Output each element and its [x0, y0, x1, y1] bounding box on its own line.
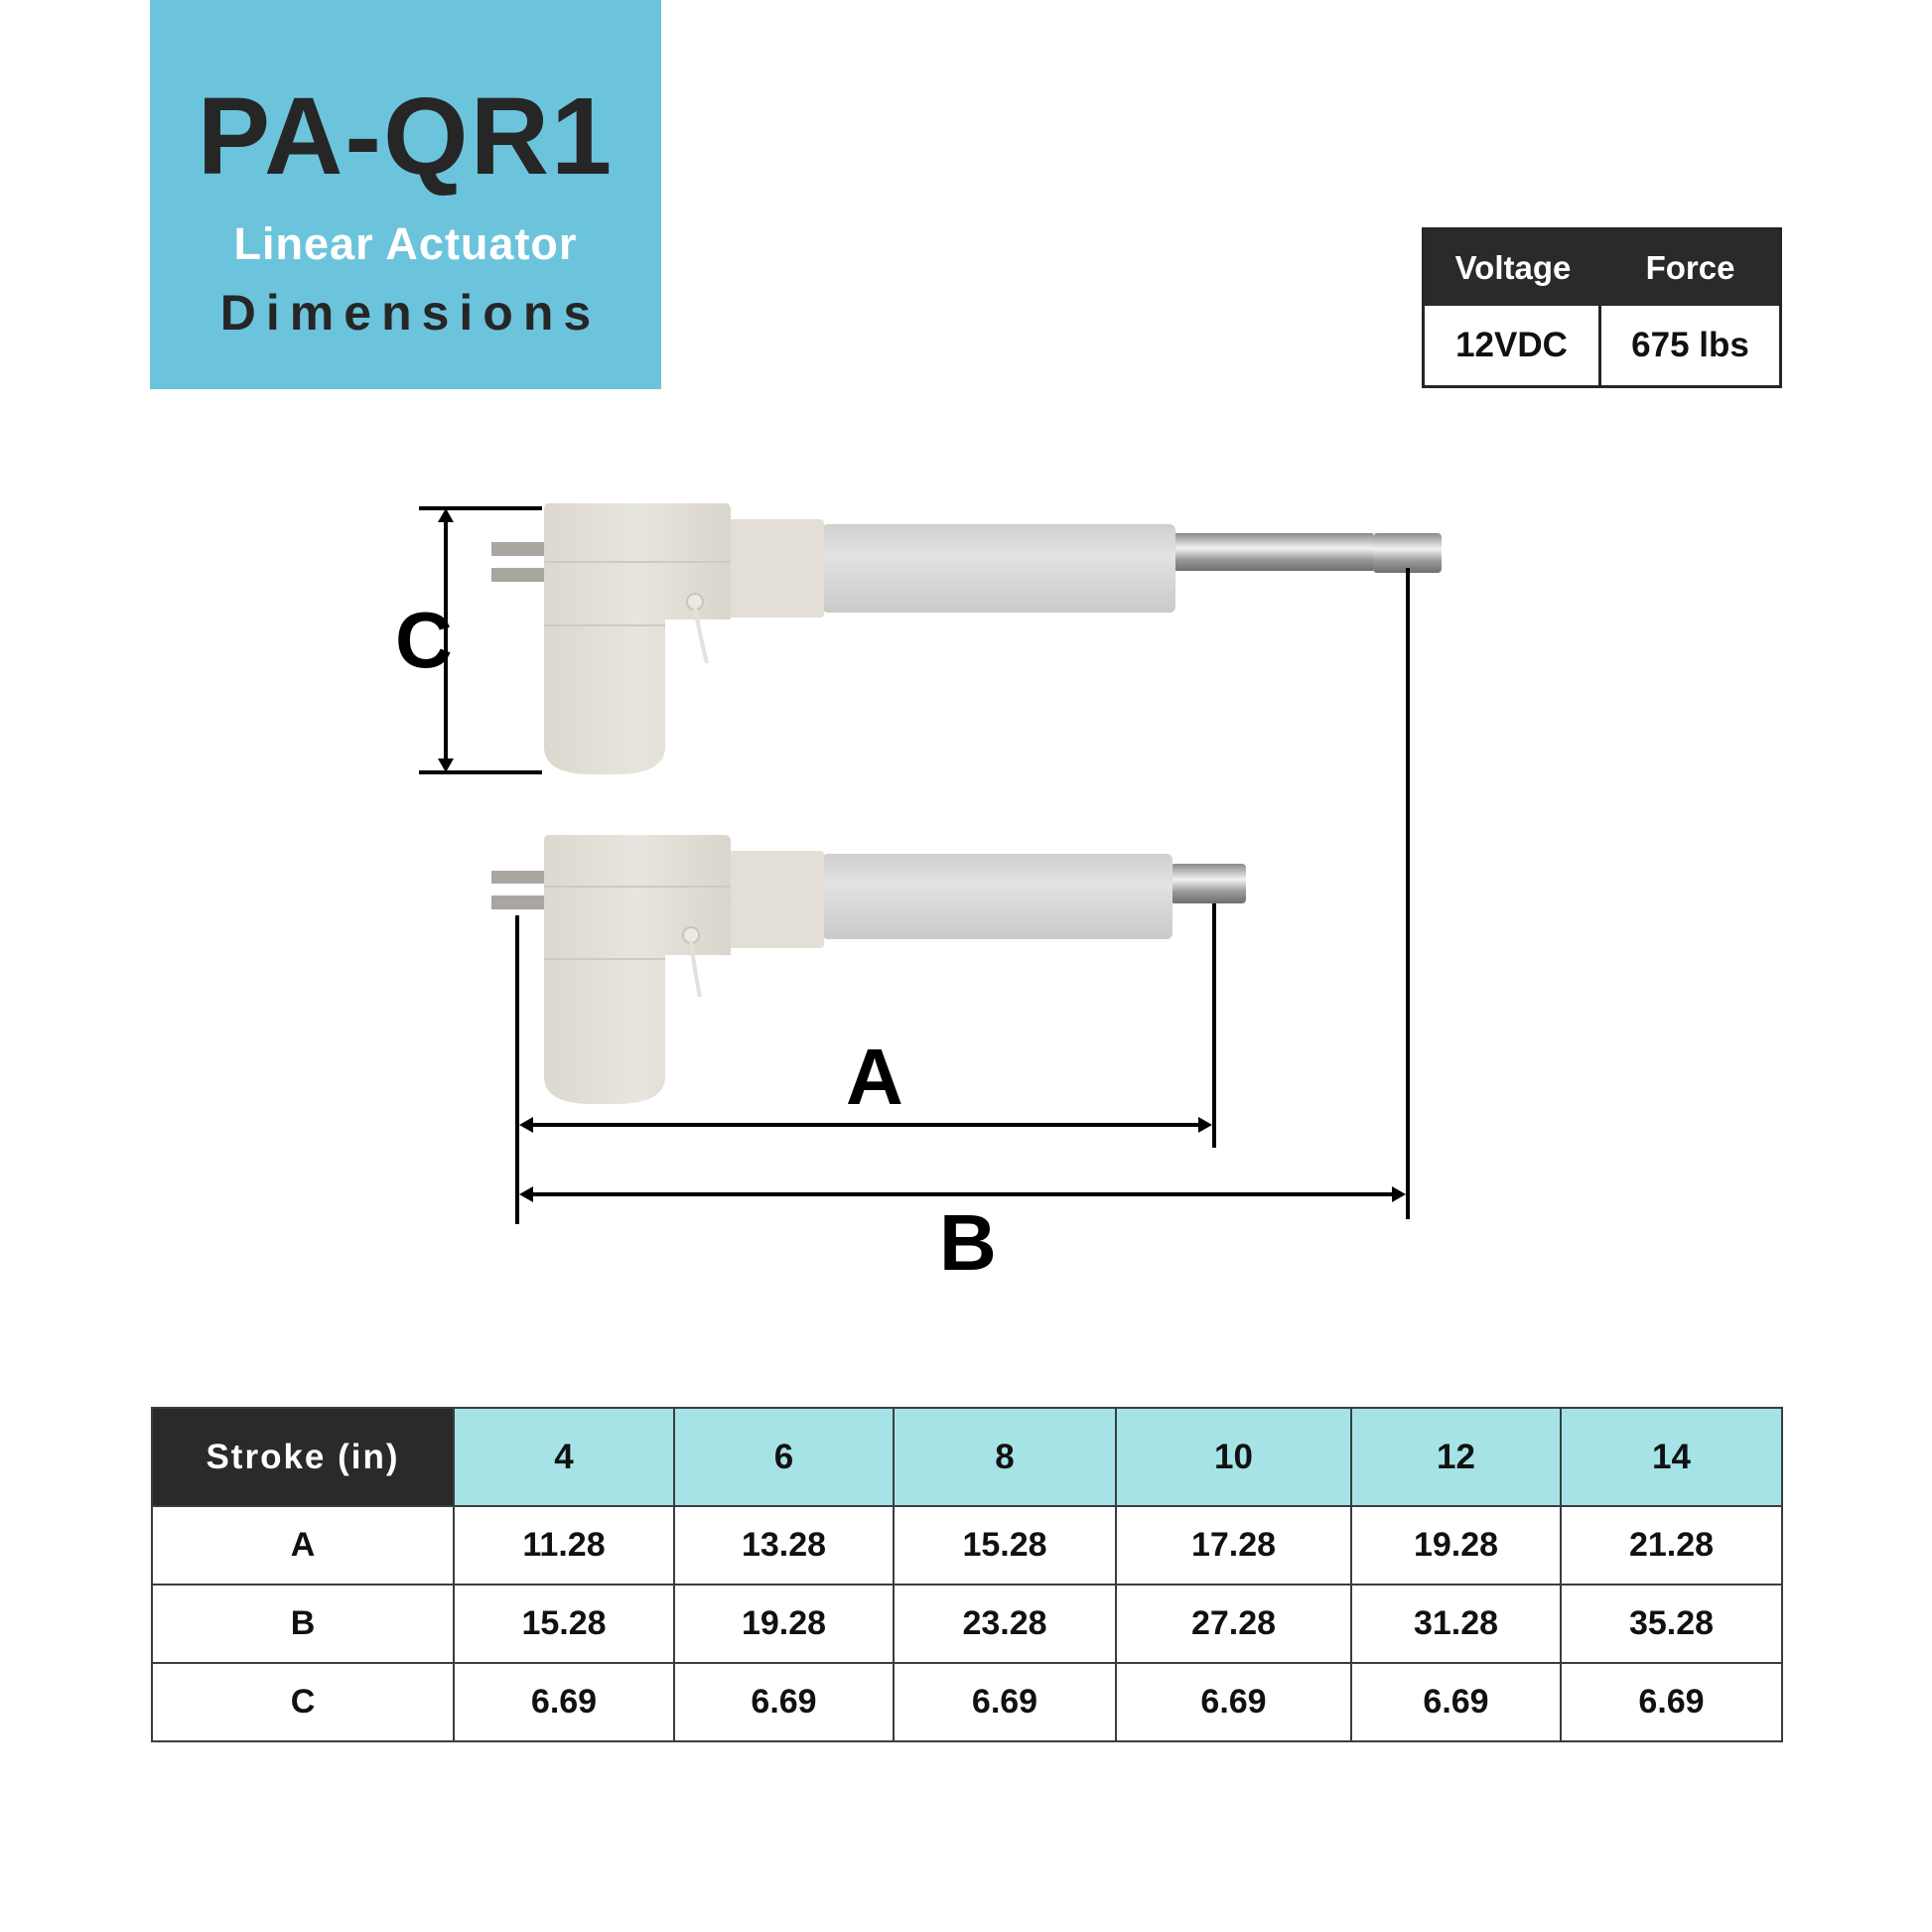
stroke-corner-label: Stroke (in)	[152, 1408, 454, 1506]
table-cell: 35.28	[1561, 1585, 1782, 1663]
stroke-header-row	[152, 1408, 1782, 1506]
row-label: C	[152, 1663, 454, 1741]
table-cell: 27.28	[1116, 1585, 1351, 1663]
section-subtitle: Dimensions	[219, 285, 602, 341]
stroke-header: 12	[1351, 1408, 1561, 1506]
arrow-right-icon	[1198, 1117, 1212, 1133]
table-cell: 6.69	[1561, 1663, 1782, 1741]
rod-end	[1373, 533, 1442, 573]
dimension-label-a: A	[846, 1033, 903, 1121]
stroke-header: 10	[1116, 1408, 1351, 1506]
voltage-value: 12VDC	[1425, 306, 1601, 385]
row-label: A	[152, 1506, 454, 1585]
force-header: Force	[1601, 230, 1779, 306]
table-cell: 19.28	[1351, 1506, 1561, 1585]
table-cell: 11.28	[454, 1506, 674, 1585]
table-cell: 15.28	[454, 1585, 674, 1663]
arrow-down-icon	[438, 759, 454, 772]
model-title: PA-QR1	[197, 75, 615, 198]
table-cell: 6.69	[674, 1663, 894, 1741]
collar	[728, 519, 824, 618]
dimensions-table	[151, 1407, 1783, 1742]
arrow-up-icon	[438, 508, 454, 522]
piston-rod	[1173, 533, 1373, 571]
collar	[728, 851, 824, 948]
actuator-extended	[491, 503, 1442, 774]
table-cell: 15.28	[894, 1506, 1116, 1585]
table-cell: 19.28	[674, 1585, 894, 1663]
outer-tube	[822, 854, 1173, 939]
stroke-header: 8	[894, 1408, 1116, 1506]
table-row	[152, 1506, 1782, 1585]
table-cell: 6.69	[1351, 1663, 1561, 1741]
dimension-label-b: B	[939, 1198, 997, 1287]
dimension-label-c: C	[395, 596, 453, 684]
table-cell: 6.69	[894, 1663, 1116, 1741]
table-cell: 17.28	[1116, 1506, 1351, 1585]
product-subtitle: Linear Actuator	[233, 218, 578, 269]
table-row	[152, 1585, 1782, 1663]
stroke-header: 6	[674, 1408, 894, 1506]
table-cell: 6.69	[1116, 1663, 1351, 1741]
arrow-left-icon	[519, 1186, 533, 1202]
outer-tube	[822, 524, 1175, 613]
row-label: B	[152, 1585, 454, 1663]
motor-housing	[544, 835, 731, 1104]
stroke-header: 14	[1561, 1408, 1782, 1506]
table-row	[152, 1663, 1782, 1741]
table-cell: 6.69	[454, 1663, 674, 1741]
clevis-pin-icon	[491, 871, 545, 884]
arrow-left-icon	[519, 1117, 533, 1133]
clevis-pin-icon	[491, 542, 545, 556]
voltage-header: Voltage	[1425, 230, 1601, 306]
table-cell: 31.28	[1351, 1585, 1561, 1663]
rod-end	[1171, 864, 1246, 903]
arrow-right-icon	[1392, 1186, 1406, 1202]
clevis-pin-icon	[491, 896, 545, 909]
table-cell: 23.28	[894, 1585, 1116, 1663]
force-value: 675 lbs	[1601, 306, 1779, 385]
stroke-header: 4	[454, 1408, 674, 1506]
clevis-pin-icon	[491, 568, 545, 582]
table-cell: 21.28	[1561, 1506, 1782, 1585]
table-cell: 13.28	[674, 1506, 894, 1585]
